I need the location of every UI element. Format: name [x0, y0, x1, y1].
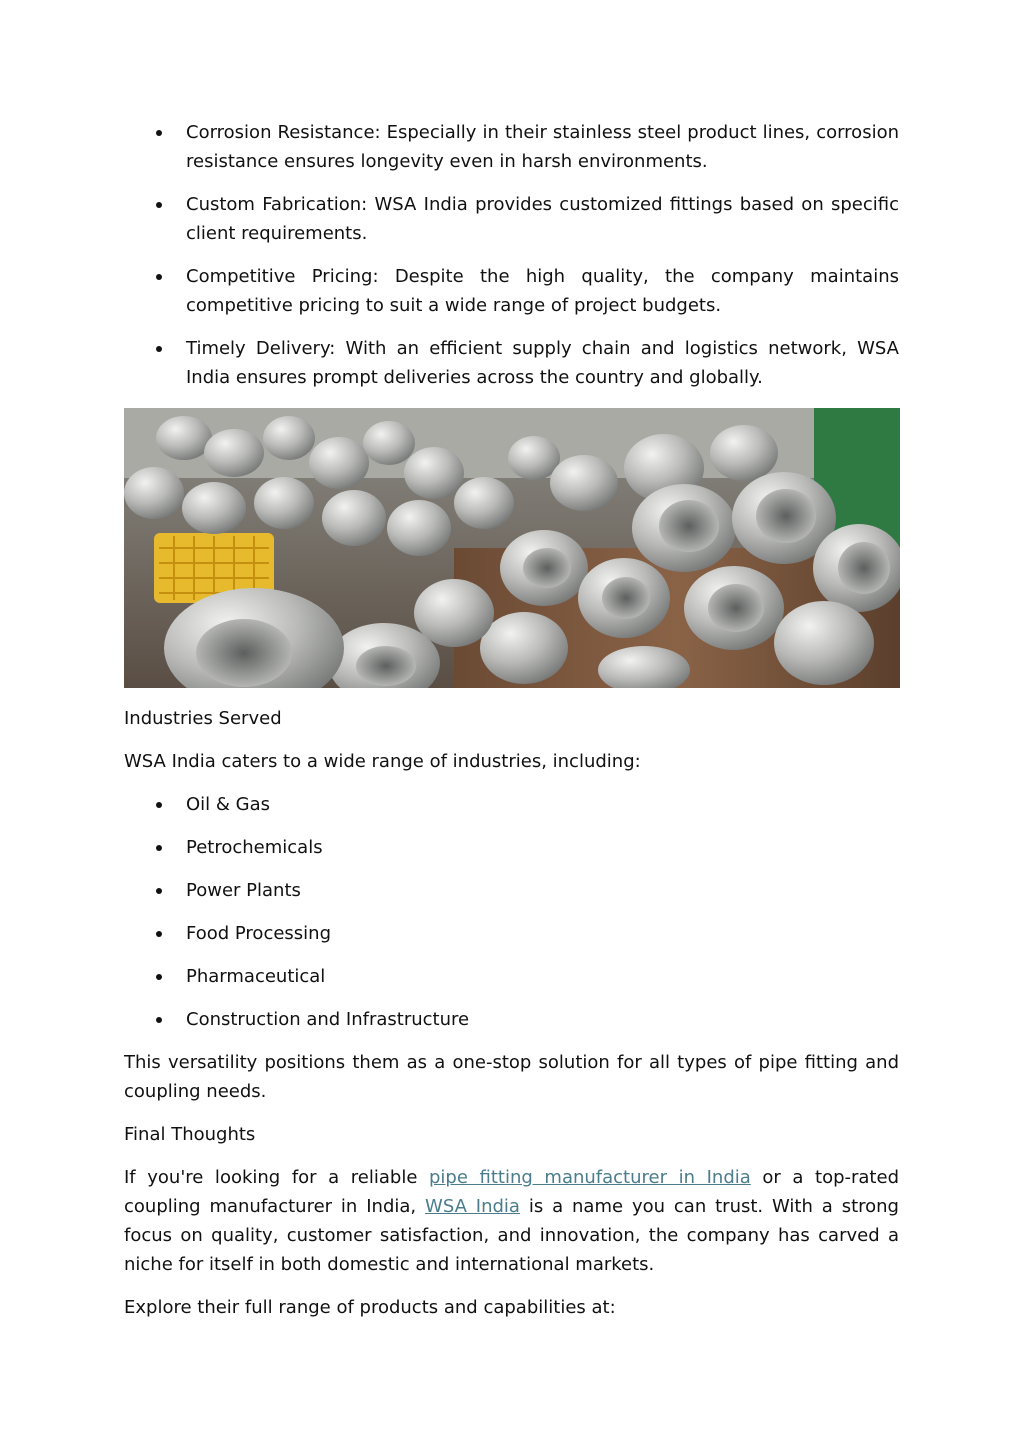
- final-thoughts-heading: Final Thoughts: [124, 1124, 256, 1145]
- final-text-part3: is a name you can trust. With a strong focus on quality, customer satisfaction, and innovation, the company has carved a niche for itself in both domestic and international markets.: [124, 1196, 899, 1275]
- list-item: Petrochemicals: [124, 833, 899, 862]
- list-item: Power Plants: [124, 876, 899, 905]
- pipe-fittings-photo: [124, 408, 900, 688]
- document-page: [124, 118, 899, 1336]
- features-list: [124, 118, 899, 392]
- final-thoughts-paragraph: [124, 1163, 899, 1279]
- list-item: Construction and Infrastructure: [124, 1005, 899, 1034]
- pipe-fitting-manufacturer-link[interactable]: pipe fitting manufacturer in India: [429, 1167, 751, 1188]
- industries-intro: WSA India caters to a wide range of industries, including:: [124, 751, 641, 772]
- wsa-india-link[interactable]: WSA India: [425, 1196, 520, 1217]
- list-item: Oil & Gas: [124, 790, 899, 819]
- list-item: Timely Delivery: With an efficient supply chain and logistics network, WSA India ensures prompt deliveries across the country and globally.: [124, 334, 899, 392]
- industries-closing: This versatility positions them as a one-stop solution for all types of pipe fitting and coupling needs.: [124, 1052, 899, 1102]
- list-item: Competitive Pricing: Despite the high quality, the company maintains competitive pricing to suit a wide range of project budgets.: [124, 262, 899, 320]
- industries-heading: Industries Served: [124, 708, 282, 729]
- list-item: Custom Fabrication: WSA India provides customized fittings based on specific client requirements.: [124, 190, 899, 248]
- final-text-part2: or a top-rated coupling manufacturer in India,: [124, 1167, 899, 1217]
- final-text-part1: If you're looking for a reliable: [124, 1167, 429, 1188]
- list-item: Food Processing: [124, 919, 899, 948]
- list-item: Pharmaceutical: [124, 962, 899, 991]
- explore-text: Explore their full range of products and capabilities at:: [124, 1297, 616, 1318]
- industries-list: [124, 790, 899, 1034]
- list-item: Corrosion Resistance: Especially in their stainless steel product lines, corrosion resistance ensures longevity even in harsh environments.: [124, 118, 899, 176]
